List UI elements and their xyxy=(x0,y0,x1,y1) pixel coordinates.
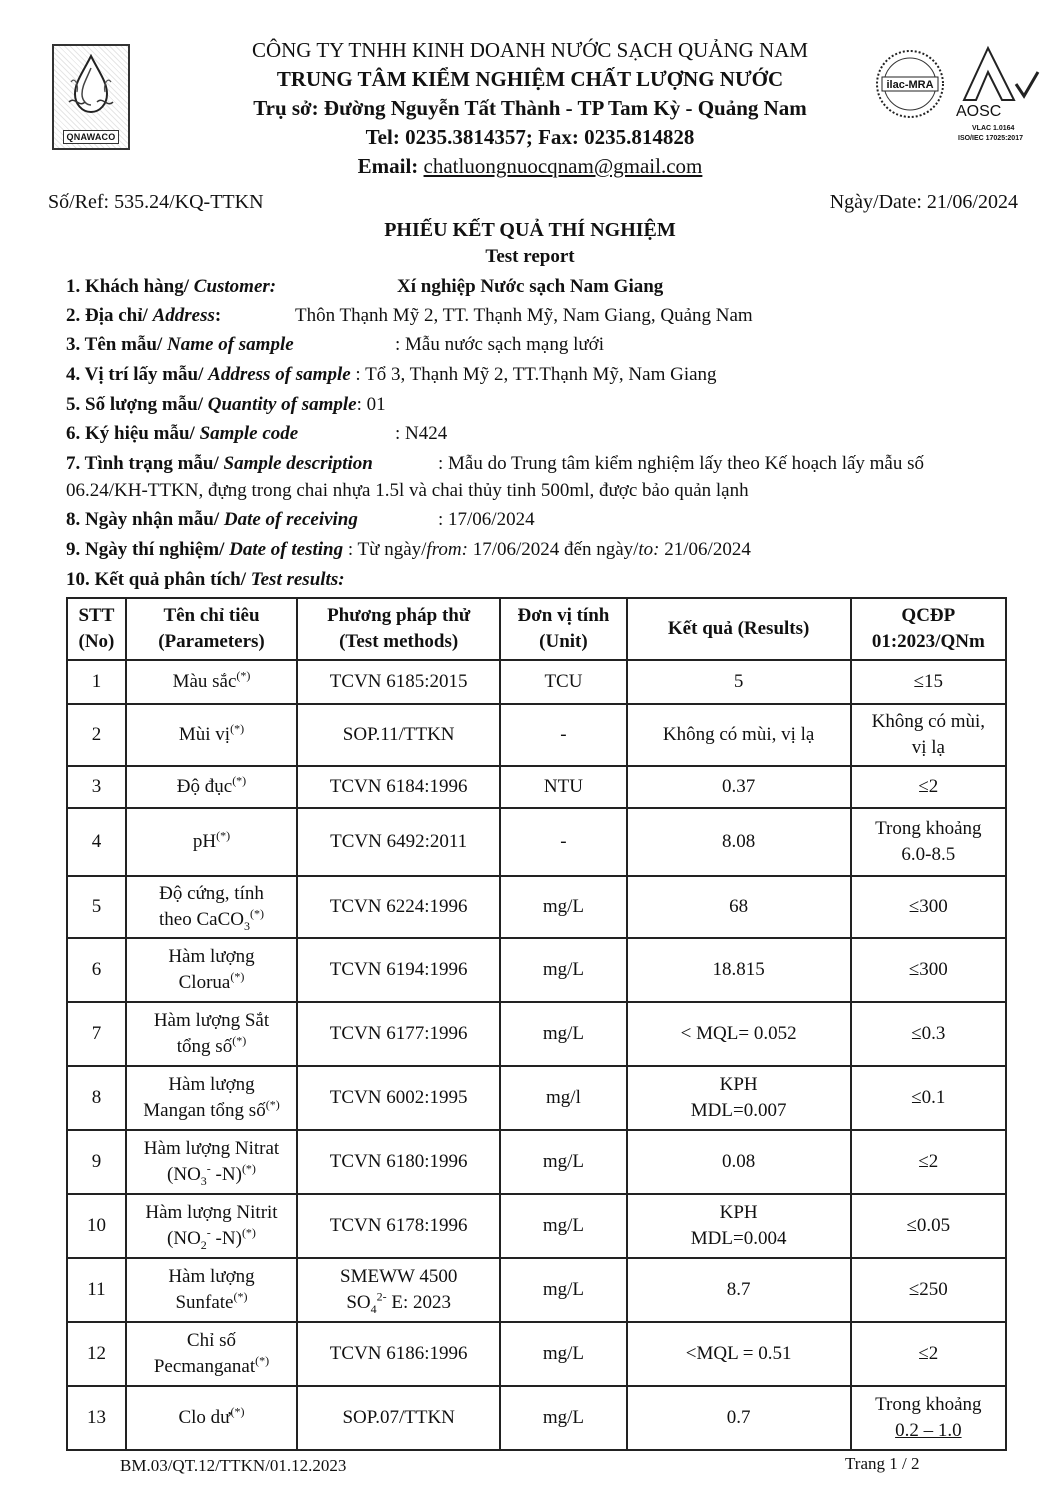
center-email-line xyxy=(150,152,910,181)
address-label: 2. Địa chỉ/ xyxy=(66,305,153,326)
table-row xyxy=(67,660,1006,704)
report-subtitle: Test report xyxy=(485,246,575,267)
header-result: Kết quả (Results) xyxy=(627,598,851,660)
address-value: Thôn Thạnh Mỹ 2, TT. Thạnh Mỹ, Nam Giang, Quảng Nam xyxy=(295,305,753,326)
cell-no: 8 xyxy=(67,1066,126,1130)
table-row xyxy=(67,1386,1006,1450)
center-phone: Tel: 0235.3814357; Fax: 0235.814828 xyxy=(365,125,695,149)
cell-result: 8.7 xyxy=(627,1258,851,1322)
cell-unit: mg/L xyxy=(500,876,626,938)
cell-result: 0.08 xyxy=(627,1130,851,1194)
center-name: TRUNG TÂM KIỂM NGHIỆM CHẤT LƯỢNG NƯỚC xyxy=(276,67,784,91)
cell-limit: ≤2 xyxy=(851,1130,1006,1194)
cell-limit: Trong khoảng 0.2 – 1.0 xyxy=(851,1386,1006,1450)
testing-label-en: Date of testing xyxy=(229,539,344,560)
table-row xyxy=(67,1194,1006,1258)
header-parameter: Tên chỉ tiêu (Parameters) xyxy=(126,598,297,660)
cell-result: 8.08 xyxy=(627,808,851,876)
cell-parameter: Hàm lượng Mangan tổng số(*) xyxy=(126,1066,297,1130)
table-row xyxy=(67,704,1006,766)
cell-no: 4 xyxy=(67,808,126,876)
cell-method: TCVN 6002:1995 xyxy=(297,1066,500,1130)
description-value-line1: : Mẫu do Trung tâm kiểm nghiệm lấy theo Kế hoạch lấy mẫu số xyxy=(438,453,925,474)
cell-limit: Trong khoảng 6.0-8.5 xyxy=(851,808,1006,876)
cell-unit: NTU xyxy=(500,766,626,808)
iso-text: ISO/IEC 17025:2017 xyxy=(958,135,1023,142)
cell-limit: ≤0.05 xyxy=(851,1194,1006,1258)
cell-method: SOP.11/TTKN xyxy=(297,704,500,766)
cell-no: 9 xyxy=(67,1130,126,1194)
sample-name-value: : Mẫu nước sạch mạng lưới xyxy=(395,334,605,355)
cell-parameter: Mùi vị(*) xyxy=(126,704,297,766)
cell-method: TCVN 6178:1996 xyxy=(297,1194,500,1258)
cell-limit: ≤300 xyxy=(851,938,1006,1002)
cell-no: 2 xyxy=(67,704,126,766)
cell-method: SOP.07/TTKN xyxy=(297,1386,500,1450)
cell-unit: mg/L xyxy=(500,1194,626,1258)
cell-parameter: pH(*) xyxy=(126,808,297,876)
address-colon: : xyxy=(214,305,222,326)
cell-no: 12 xyxy=(67,1322,126,1386)
info-customer xyxy=(66,276,664,298)
address-label-en: Address xyxy=(152,305,215,326)
results-label: 10. Kết quả phân tích/ xyxy=(66,569,251,590)
quantity-value: : 01 xyxy=(356,394,386,415)
ilac-mra-seal-icon xyxy=(874,48,946,120)
sample-name-label: 3. Tên mẫu/ xyxy=(66,334,168,355)
description-label: 7. Tình trạng mẫu/ xyxy=(66,453,224,474)
cell-method: TCVN 6194:1996 xyxy=(297,938,500,1002)
vilas-code: VLAC 1.0164 xyxy=(972,125,1015,132)
cell-result: 0.37 xyxy=(627,766,851,808)
logo-brand-text: QNAWACO xyxy=(63,130,120,144)
info-results-heading xyxy=(66,569,345,591)
cell-result: KPH MDL=0.007 xyxy=(627,1066,851,1130)
header-no: STT (No) xyxy=(67,598,126,660)
description-label-en: Sample description xyxy=(223,453,373,474)
info-sample-address xyxy=(66,364,717,386)
description-value-line2: 06.24/KH-TTKN, đựng trong chai nhựa 1.5l và chai thủy tinh 500ml, được bảo quản lạnh xyxy=(66,480,749,501)
cell-unit: TCU xyxy=(500,660,626,704)
cell-unit: mg/L xyxy=(500,1258,626,1322)
cell-no: 13 xyxy=(67,1386,126,1450)
header-limit: QCĐP 01:2023/QNm xyxy=(851,598,1006,660)
cell-method: TCVN 6184:1996 xyxy=(297,766,500,808)
cell-parameter: Hàm lượng Clorua(*) xyxy=(126,938,297,1002)
quantity-label-en: Quantity of sample xyxy=(207,394,357,415)
testing-from-en: from: xyxy=(426,539,468,560)
cell-limit: ≤300 xyxy=(851,876,1006,938)
organization-header xyxy=(150,36,910,181)
cell-result: Không có mùi, vị lạ xyxy=(627,704,851,766)
cell-unit: mg/L xyxy=(500,1002,626,1066)
header-method: Phương pháp thử (Test methods) xyxy=(297,598,500,660)
cell-parameter: Độ đục(*) xyxy=(126,766,297,808)
sample-address-label: 4. Vị trí lấy mẫu/ xyxy=(66,364,209,385)
sample-name-label-en: Name of sample xyxy=(167,334,294,355)
cell-limit: ≤2 xyxy=(851,766,1006,808)
info-description xyxy=(66,453,925,475)
info-quantity xyxy=(66,394,386,416)
info-address xyxy=(66,305,753,327)
sample-address-value: : Tổ 3, Thạnh Mỹ 2, TT.Thạnh Mỹ, Nam Giang xyxy=(350,364,717,385)
cell-unit: mg/L xyxy=(500,1322,626,1386)
cell-parameter: Hàm lượng Nitrat ($NO_3^-$ -N)(*) xyxy=(126,1130,297,1194)
table-row xyxy=(67,808,1006,876)
info-sample-name xyxy=(66,334,605,356)
cell-method: TCVN 6224:1996 xyxy=(297,876,500,938)
cell-limit: ≤0.1 xyxy=(851,1066,1006,1130)
table-row xyxy=(67,876,1006,938)
cell-result: <MQL = 0.51 xyxy=(627,1322,851,1386)
cell-unit: mg/L xyxy=(500,938,626,1002)
cell-parameter: Clo dư(*) xyxy=(126,1386,297,1450)
report-title: PHIẾU KẾT QUẢ THÍ NGHIỆM xyxy=(384,219,676,241)
table-header-row xyxy=(67,598,1006,660)
sample-code-label-en: Sample code xyxy=(199,423,299,444)
testing-to-value: 21/06/2024 xyxy=(659,539,751,560)
results-label-en: Test results: xyxy=(250,569,345,590)
water-drop-emblem-icon xyxy=(65,52,117,120)
cell-limit: ≤2 xyxy=(851,1322,1006,1386)
ilac-text: ilac-MRA xyxy=(886,79,934,91)
customer-label-en: Customer: xyxy=(193,276,277,297)
header-unit: Đơn vị tính (Unit) xyxy=(500,598,626,660)
cell-method: SMEWW 4500 $SO_4^{2-}$ E: 2023 xyxy=(297,1258,500,1322)
email-label: Email: xyxy=(357,154,424,178)
cell-limit: ≤0.3 xyxy=(851,1002,1006,1066)
cell-parameter: Màu sắc(*) xyxy=(126,660,297,704)
sample-code-label: 6. Ký hiệu mẫu/ xyxy=(66,423,200,444)
quantity-label: 5. Số lượng mẫu/ xyxy=(66,394,208,415)
cell-unit: - xyxy=(500,704,626,766)
report-date: Ngày/Date: 21/06/2024 xyxy=(829,191,1018,213)
cell-parameter: Chỉ số Pecmanganat(*) xyxy=(126,1322,297,1386)
cell-no: 10 xyxy=(67,1194,126,1258)
sample-code-value: : N424 xyxy=(395,423,448,444)
receiving-label-en: Date of receiving xyxy=(223,509,358,530)
table-row xyxy=(67,1258,1006,1322)
aosc-text: AOSC xyxy=(956,103,1002,120)
company-logo xyxy=(52,44,130,150)
cell-result: 0.7 xyxy=(627,1386,851,1450)
testing-from-label: : Từ ngày/ xyxy=(343,539,427,560)
cell-no: 3 xyxy=(67,766,126,808)
customer-label: 1. Khách hàng/ xyxy=(66,276,194,297)
cell-method: TCVN 6177:1996 xyxy=(297,1002,500,1066)
info-sample-code xyxy=(66,423,448,445)
cell-no: 11 xyxy=(67,1258,126,1322)
cell-unit: mg/l xyxy=(500,1066,626,1130)
cell-result: KPH MDL=0.004 xyxy=(627,1194,851,1258)
company-name: CÔNG TY TNHH KINH DOANH NƯỚC SẠCH QUẢNG NAM xyxy=(251,38,809,62)
cell-limit: ≤15 xyxy=(851,660,1006,704)
cell-result: 5 xyxy=(627,660,851,704)
info-testing-date xyxy=(66,539,751,561)
table-row xyxy=(67,1002,1006,1066)
info-receiving-date xyxy=(66,509,535,531)
cell-method: TCVN 6492:2011 xyxy=(297,808,500,876)
testing-to-en: to: xyxy=(638,539,660,560)
testing-from-value: 17/06/2024 đến ngày/ xyxy=(467,539,639,560)
cell-limit: ≤250 xyxy=(851,1258,1006,1322)
form-code: BM.03/QT.12/TTKN/01.12.2023 xyxy=(120,1456,347,1475)
table-row xyxy=(67,1066,1006,1130)
email-link[interactable]: chatluongnuocqnam@gmail.com xyxy=(423,154,703,178)
cell-no: 5 xyxy=(67,876,126,938)
cell-parameter: Độ cứng, tính theo CaCO$_3$(*) xyxy=(126,876,297,938)
cell-method: TCVN 6185:2015 xyxy=(297,660,500,704)
cell-no: 1 xyxy=(67,660,126,704)
cell-parameter: Hàm lượng Sắt tổng số(*) xyxy=(126,1002,297,1066)
receiving-value: : 17/06/2024 xyxy=(438,509,535,530)
cell-limit: Không có mùi, vị lạ xyxy=(851,704,1006,766)
table-row xyxy=(67,1130,1006,1194)
cell-unit: mg/L xyxy=(500,1130,626,1194)
cell-parameter: Hàm lượng Nitrit ($NO_2^-$ -N)(*) xyxy=(126,1194,297,1258)
cell-no: 7 xyxy=(67,1002,126,1066)
cell-result: 68 xyxy=(627,876,851,938)
sample-address-label-en: Address of sample xyxy=(208,364,351,385)
cell-unit: mg/L xyxy=(500,1386,626,1450)
table-row xyxy=(67,938,1006,1002)
page-number: Trang 1 / 2 xyxy=(845,1454,920,1473)
results-table xyxy=(66,597,1007,1451)
cell-result: < MQL= 0.052 xyxy=(627,1002,851,1066)
cell-method: TCVN 6186:1996 xyxy=(297,1322,500,1386)
table-row xyxy=(67,766,1006,808)
reference-number: Số/Ref: 535.24/KQ-TTKN xyxy=(48,191,264,213)
customer-value: Xí nghiệp Nước sạch Nam Giang xyxy=(397,276,664,297)
receiving-label: 8. Ngày nhận mẫu/ xyxy=(66,509,224,530)
cell-method: TCVN 6180:1996 xyxy=(297,1130,500,1194)
cell-parameter: Hàm lượng Sunfate(*) xyxy=(126,1258,297,1322)
cell-no: 6 xyxy=(67,938,126,1002)
cell-unit: - xyxy=(500,808,626,876)
aosc-vilas-mark-icon xyxy=(950,44,1040,144)
table-row xyxy=(67,1322,1006,1386)
center-address: Trụ sở: Đường Nguyễn Tất Thành - TP Tam Kỳ - Quảng Nam xyxy=(253,96,807,120)
testing-label: 9. Ngày thí nghiệm/ xyxy=(66,539,230,560)
cell-result: 18.815 xyxy=(627,938,851,1002)
